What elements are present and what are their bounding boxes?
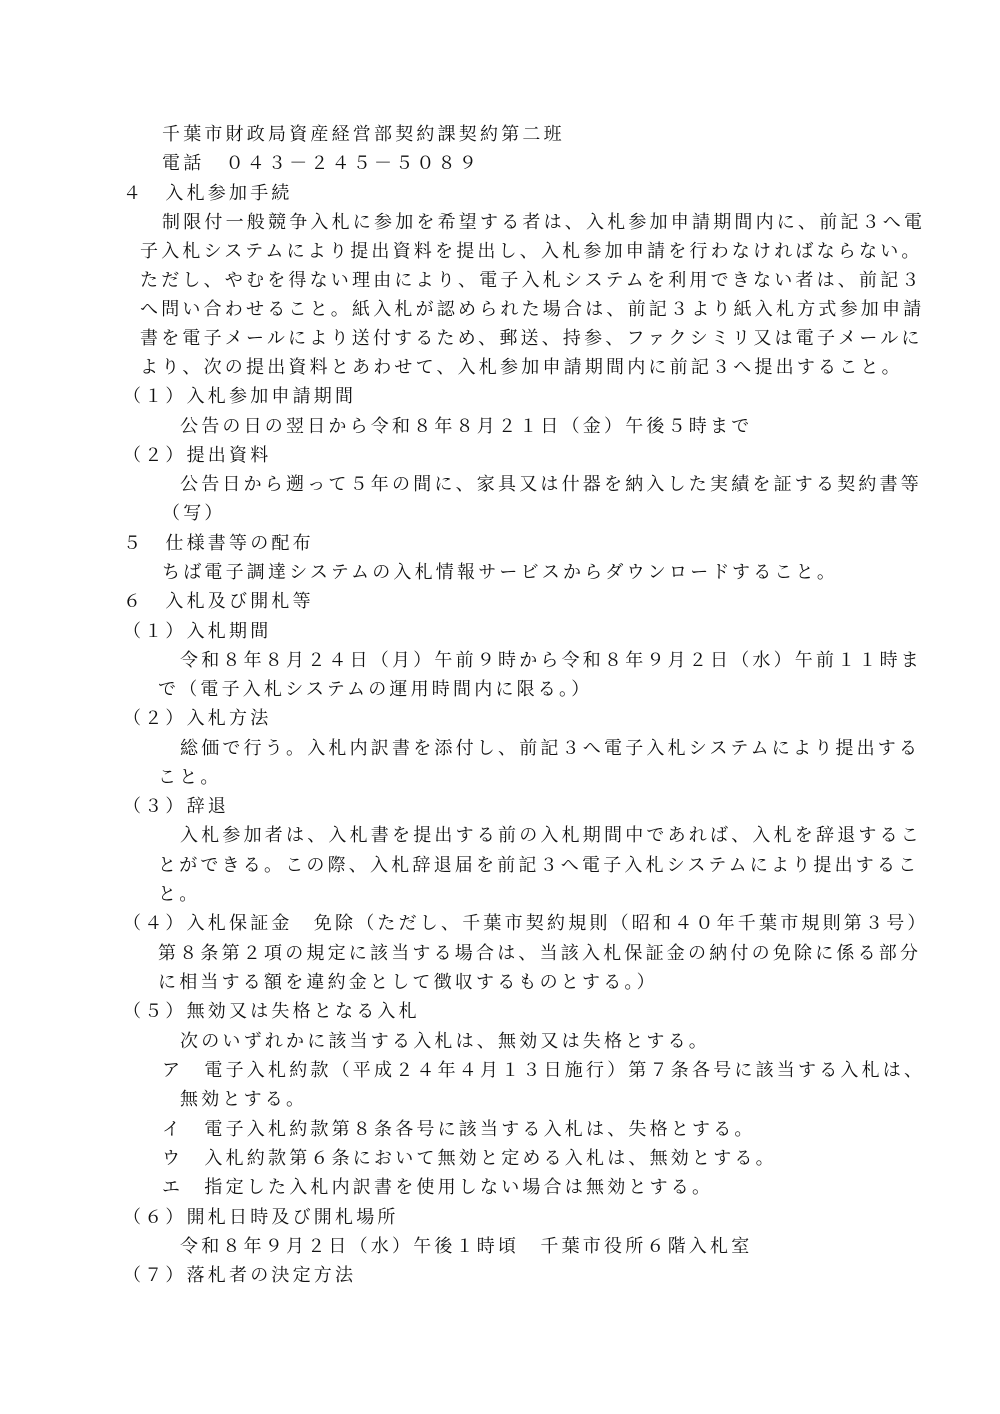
section-4-body-line: へ問い合わせること。紙入札が認められた場合は、前記３より紙入札方式参加申請	[140, 299, 925, 320]
section-6-item-2-heading: （２）入札方法	[123, 708, 272, 729]
section-6-item-1-body-line: で（電子入札システムの運用時間内に限る。）	[158, 679, 593, 700]
section-6-item-6-body: 令和８年９月２日（水）午後１時頃 千葉市役所６階入札室	[180, 1236, 753, 1257]
section-4-body-line: 書を電子メールにより送付するため、郵送、持参、ファクシミリ又は電子メールに	[140, 328, 923, 349]
section-6-heading: ６ 入札及び開札等	[123, 591, 314, 612]
section-6-item-5-sub-u: ウ 入札約款第６条において無効と定める入札は、無効とする。	[162, 1148, 777, 1169]
section-6-item-5-sub-a: ア 電子入札約款（平成２４年４月１３日施行）第７条各号に該当する入札は、	[162, 1060, 926, 1081]
section-6-item-5-heading: （５）無効又は失格となる入札	[123, 1001, 420, 1022]
contact-phone: 電話 ０４３－２４５－５０８９	[162, 153, 480, 174]
section-4-item-1-body: 公告の日の翌日から令和８年８月２１日（金）午後５時まで	[180, 416, 753, 437]
section-4-item-2-body-line: （写）	[162, 503, 226, 524]
section-6-item-5-sub-i: イ 電子入札約款第８条各号に該当する入札は、失格とする。	[162, 1119, 756, 1140]
section-4-heading: ４ 入札参加手続	[123, 183, 293, 204]
section-6-item-4-line: （４）入札保証金 免除（ただし、千葉市契約規則（昭和４０年千葉市規則第３号）	[123, 913, 929, 934]
section-4-body-line: ただし、やむを得ない理由により、電子入札システムを利用できない者は、前記３	[140, 270, 923, 291]
section-4-body-line: より、次の提出資料とあわせて、入札参加申請期間内に前記３へ提出すること。	[140, 357, 903, 378]
section-6-item-5-intro: 次のいずれかに該当する入札は、無効又は失格とする。	[180, 1031, 710, 1052]
section-6-item-2-body-line: こと。	[158, 767, 222, 788]
section-6-item-6-heading: （６）開札日時及び開札場所	[123, 1207, 399, 1228]
section-4-body-line: 制限付一般競争入札に参加を希望する者は、入札参加申請期間内に、前記３へ電	[162, 212, 926, 233]
section-6-item-1-heading: （１）入札期間	[123, 621, 272, 642]
section-6-item-5-sub-e: エ 指定した入札内訳書を使用しない場合は無効とする。	[162, 1177, 714, 1198]
section-6-item-7-heading: （７）落札者の決定方法	[123, 1265, 357, 1286]
section-6-item-4-line: に相当する額を違約金として徴収するものとする。）	[158, 972, 658, 993]
contact-office: 千葉市財政局資産経営部契約課契約第二班	[162, 124, 565, 145]
section-6-item-3-body-line: とができる。この際、入札辞退届を前記３へ電子入札システムにより提出するこ	[158, 855, 920, 876]
section-6-item-3-heading: （３）辞退	[123, 796, 229, 817]
section-6-item-1-body-line: 令和８年８月２４日（月）午前９時から令和８年９月２日（水）午前１１時ま	[180, 650, 922, 671]
section-6-item-5-sub-a: 無効とする。	[180, 1089, 308, 1110]
section-5-body: ちば電子調達システムの入札情報サービスからダウンロードすること。	[162, 562, 839, 583]
section-6-item-4-line: 第８条第２項の規定に該当する場合は、当該入札保証金の納付の免除に係る部分	[158, 943, 922, 964]
section-4-item-2-heading: （２）提出資料	[123, 445, 272, 466]
section-6-item-2-body-line: 総価で行う。入札内訳書を添付し、前記３へ電子入札システムにより提出する	[180, 738, 921, 759]
section-6-item-3-body-line: 入札参加者は、入札書を提出する前の入札期間中であれば、入札を辞退するこ	[180, 825, 922, 846]
section-4-body-line: 子入札システムにより提出資料を提出し、入札参加申請を行わなければならない。	[140, 241, 923, 262]
section-6-item-3-body-line: と。	[158, 884, 201, 905]
section-4-item-1-heading: （１）入札参加申請期間	[123, 386, 357, 407]
section-5-heading: ５ 仕様書等の配布	[123, 533, 314, 554]
section-4-item-2-body-line: 公告日から遡って５年の間に、家具又は什器を納入した実績を証する契約書等	[180, 474, 922, 495]
